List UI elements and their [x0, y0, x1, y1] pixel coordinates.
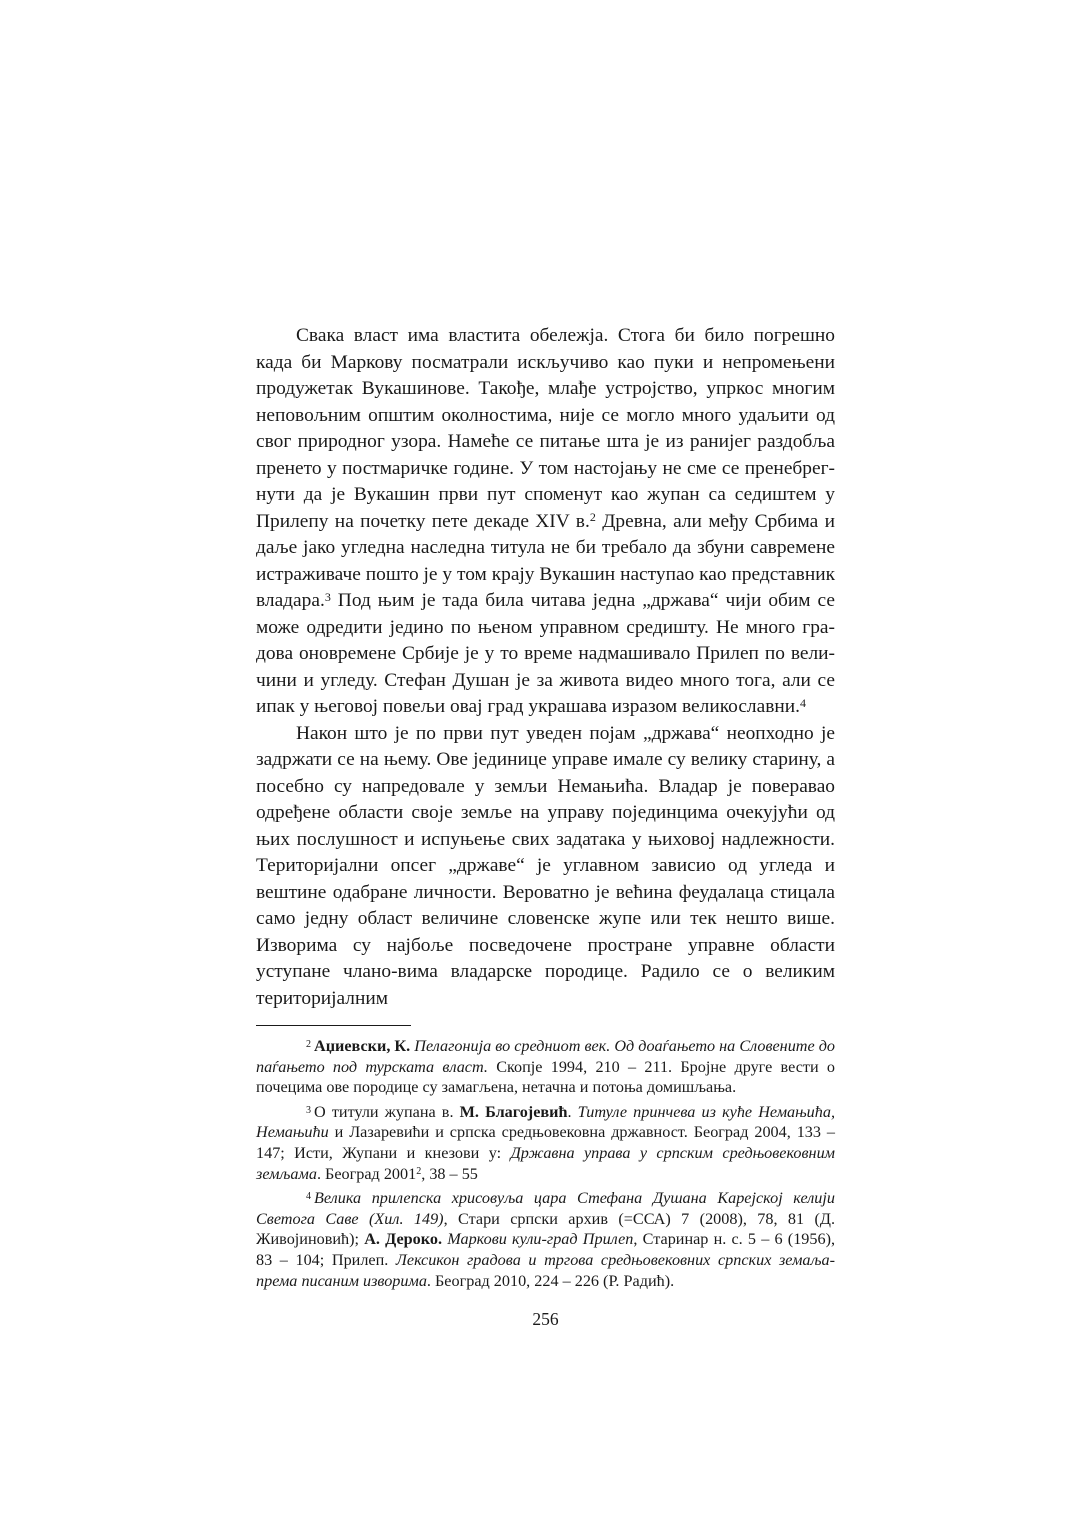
footnote: [256, 1102, 835, 1184]
footnote-reference[interactable]: 3: [324, 589, 331, 604]
text-run: и Лазаревићи и српска средњовековна државност. Београд 2004, 133 – 147; Исти, Жупани и кнезови у:: [256, 1123, 835, 1162]
text-run: , Стари српски архив (=ССА) 7 (2008), 78, 81 (Д. Живојиновић);: [256, 1209, 835, 1249]
work-title: Титуле принчева из куће Немањића, Немањићи: [256, 1102, 835, 1142]
footnote-reference[interactable]: 2: [589, 510, 596, 525]
edition-superscript: 2: [416, 1166, 422, 1178]
body-text: [256, 323, 835, 1012]
footnote-number: 2: [306, 1038, 312, 1050]
text-run: Скопје 1994, 210 – 211. Бројне друге вести о почецима ове породице су замагљена, нетачна и потоња домишљања.: [256, 1057, 835, 1097]
footnote: [256, 1188, 835, 1291]
author-name: М. Благојевић: [459, 1102, 568, 1121]
author-name: А. Дероко.: [364, 1230, 443, 1249]
footnote: [256, 1036, 835, 1098]
paragraph: [256, 323, 835, 721]
footnotes: [256, 1036, 835, 1291]
footnote-number: 4: [306, 1190, 312, 1202]
text-run: , Старинар н. с. 5 – 6 (1956), 83 – 104; Прилеп.: [256, 1230, 836, 1269]
page: [256, 323, 835, 1330]
text-run: . Београд 2010, 224 – 226 (Р. Радић).: [426, 1271, 675, 1290]
text-run: , 38 – 55: [421, 1164, 478, 1183]
text-run: Под њим је тада била читава једна „држава“ чији обим се може одредити једино по њеном управном средишту. Не много гра-дова оновремене Србије је у то време надмашивало Прилеп по вели-чини и угледу. Стефан Душан је за живота видео много тога, али се ипак у његовој повељи овај град украшава изразом великославни.: [256, 590, 835, 717]
author-name: Аџиевски, К.: [314, 1037, 411, 1055]
work-title: Велика прилепска хрисовуља цара Стефана Душана Карејској келији Светога Саве (Хил. 149): [256, 1189, 835, 1228]
text-run: Након што је по први пут уведен појам „држава“ неопходно је задржати се на њему. Ове јединице управе имале су велику старину, а посебно су напредовале у земљи Немањића. Владар је поверавао одређене области своје земље на управу појединцима очекујући од њих послушност и испуњење свих задатака у њиховој надлежности. Територијални опсег „државе“ је углавном зависио од угледа и вештине одабране личности. Вероватно је већина феудалаца стицала само једну област величине словенске жупе или тек нешто више. Изворима су најбоље посведочене простране управне области уступане члано-вима владарске породице. Радило се о великим територијалним: [256, 722, 835, 1009]
page-number: 256: [532, 1309, 559, 1330]
footnote-number: 3: [306, 1104, 312, 1116]
text-run: О титули жупана в.: [314, 1102, 460, 1121]
footnote-reference[interactable]: 4: [799, 695, 806, 710]
text-run: . Београд 2001: [316, 1164, 417, 1183]
paragraph: [256, 721, 835, 1013]
text-run: Свака власт има властита обележја. Стога би било погрешно када би Маркову посматрали искључиво као пуки и непромењени продужетак Вукашинове. Такође, млађе устројство, упркос многим неповољним општим околностима, није се могло много удаљити од свог природног узора. Намеће се питање шта је из ранијег раздобља пренето у постмаричке године. У том настојању не сме се пренебрег-нути да је Вукашин први пут споменут као жупан са седиштем у Прилепу на почетку пете декаде XIV в.: [256, 325, 835, 532]
work-title: Лексикон градова и тргова средњовековних српских земаља- према писаним изворима: [256, 1250, 835, 1290]
text-run: .: [567, 1102, 578, 1121]
work-title: Маркови кули-град Прилеп: [447, 1230, 634, 1249]
work-title: Пелагонија во средниот век. Од доаѓањето на Словените до паѓањето под турската власт.: [256, 1037, 836, 1076]
footnote-separator: [256, 1025, 411, 1026]
text-run: Древна, али међу Србима и даље јако угледна наследна титула не би требало да збуни савремене истраживаче пошто је у том крају Вукашин наступао као представник владара.: [256, 510, 836, 611]
work-title: Државна управа у српским средњовековним земљама: [256, 1143, 835, 1183]
